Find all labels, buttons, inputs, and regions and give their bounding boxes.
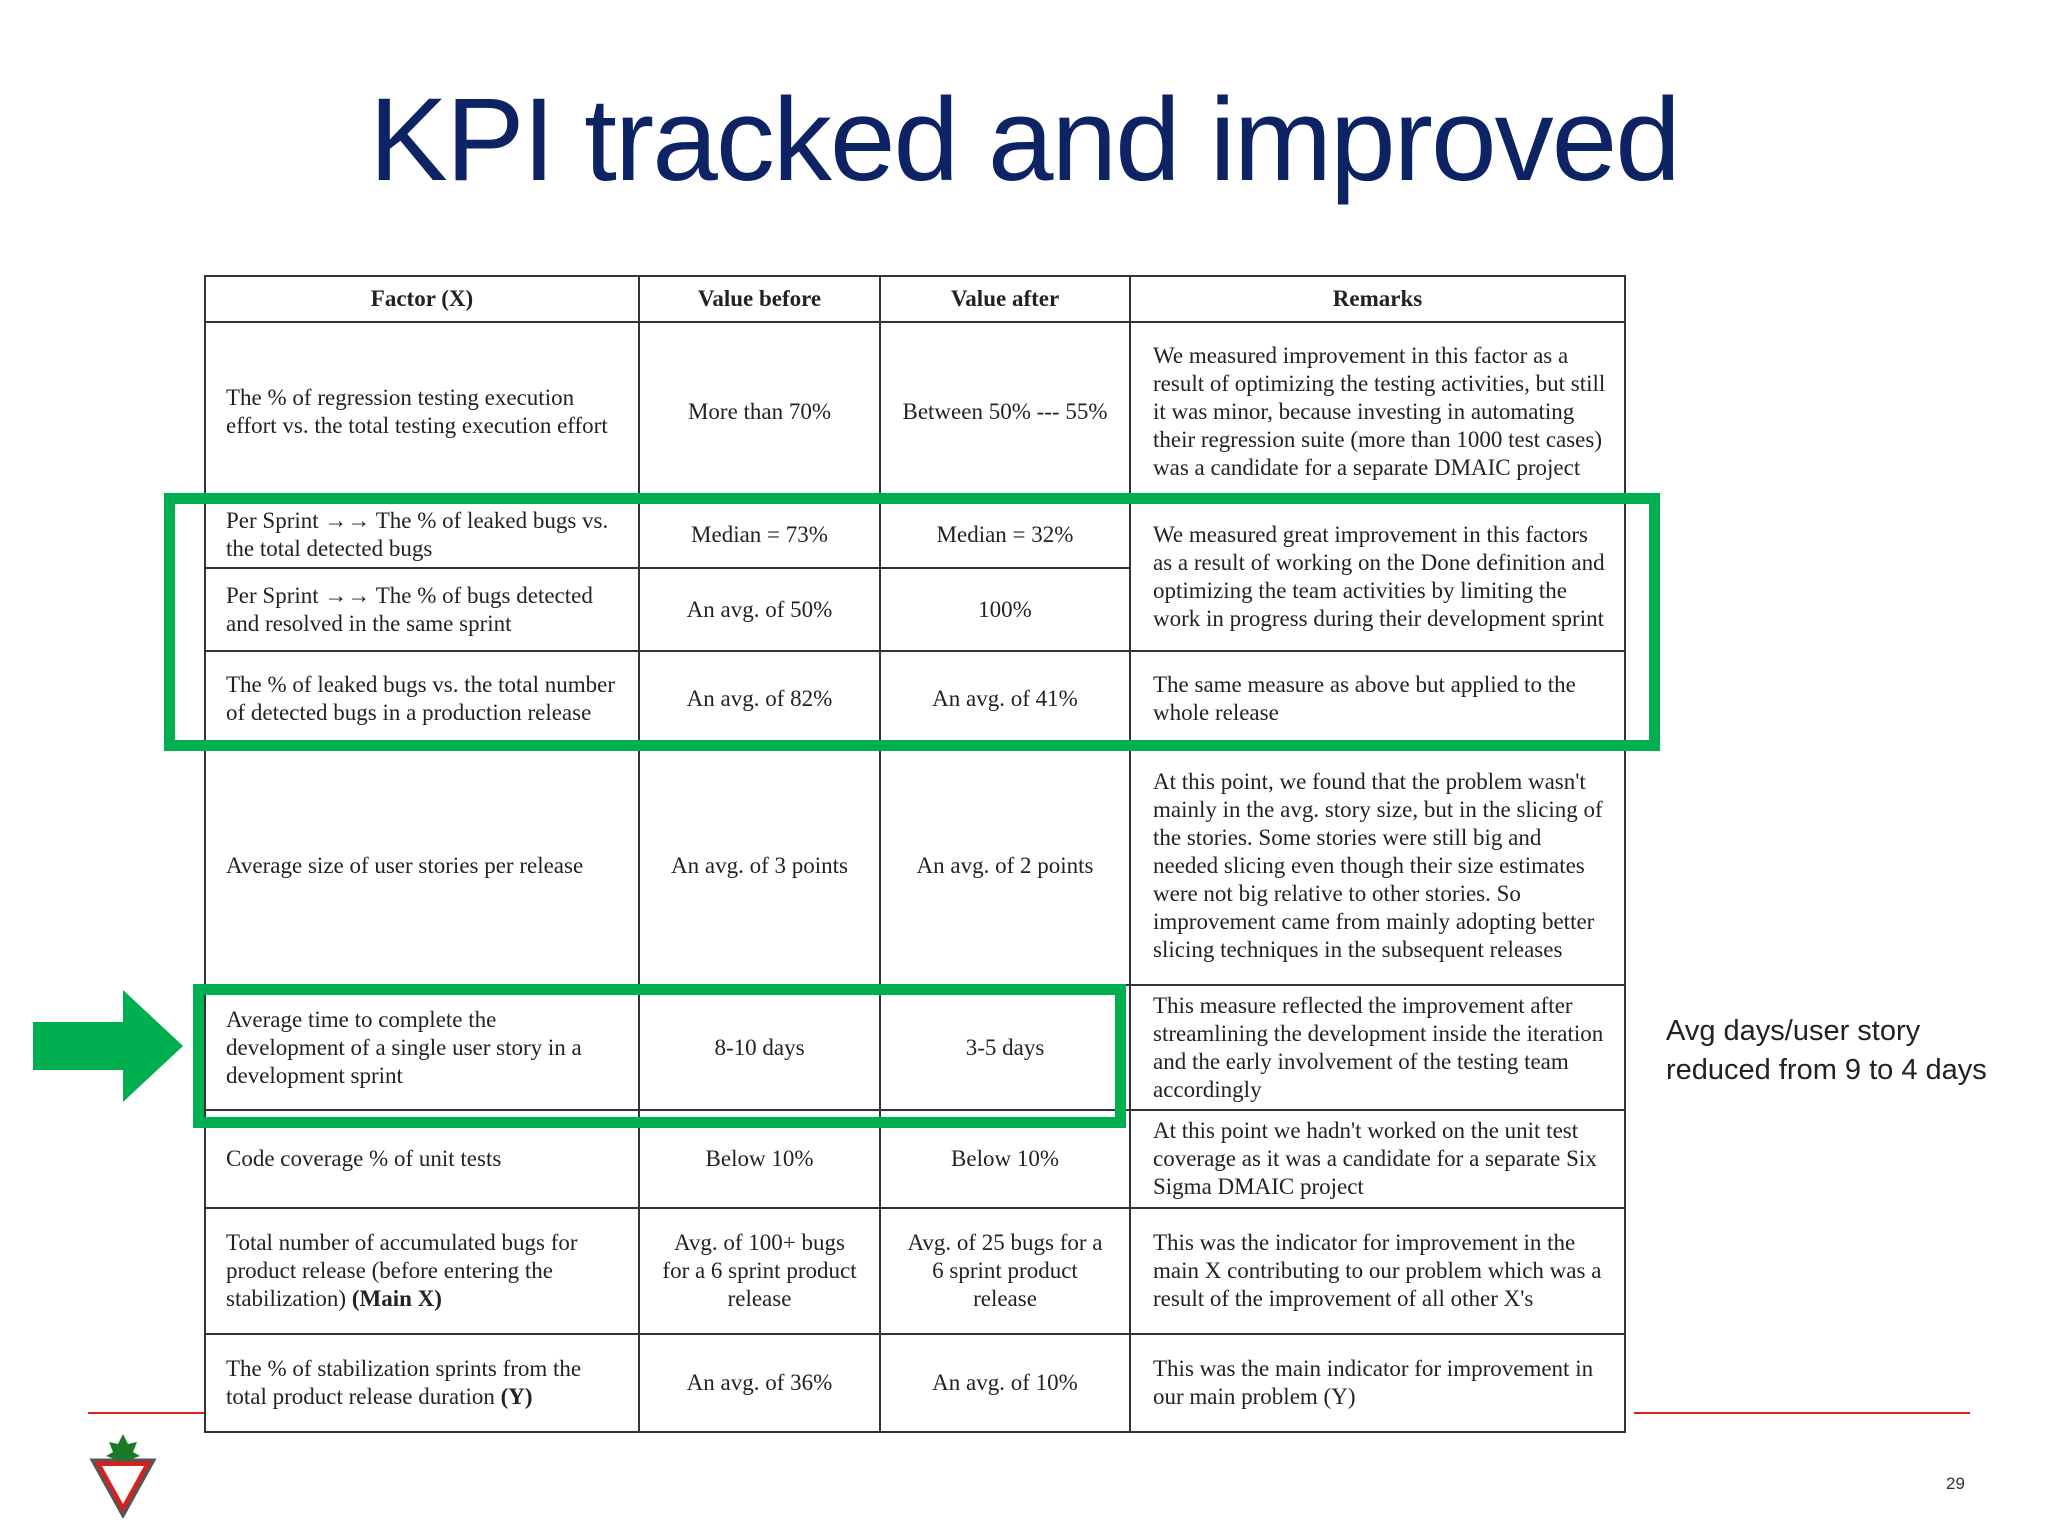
kpi-table xyxy=(204,275,1626,1433)
value-before-cell: An avg. of 3 points xyxy=(639,747,880,985)
remark-cell: At this point, we found that the problem wasn't mainly in the avg. story size, but in the slicing of the stories. Some stories were still big and needed slicing even though their size estimates were not big relative to other stories. So improvement came from mainly adopting better slicing techniques in the subsequent releases xyxy=(1130,747,1625,985)
value-before-cell: Below 10% xyxy=(639,1110,880,1208)
table-row xyxy=(205,1208,1625,1334)
value-after-cell: Between 50% --- 55% xyxy=(880,322,1130,502)
factor-cell: Code coverage % of unit tests xyxy=(205,1110,639,1208)
value-after-cell: Median = 32% xyxy=(880,502,1130,568)
remark-cell: The same measure as above but applied to the whole release xyxy=(1130,651,1625,747)
value-after-cell: An avg. of 10% xyxy=(880,1334,1130,1432)
value-before-cell: More than 70% xyxy=(639,322,880,502)
remark-cell: This was the indicator for improvement in the main X contributing to our problem which was a result of the improvement of all other X's xyxy=(1130,1208,1625,1334)
factor-bold-tag: (Y) xyxy=(500,1384,533,1409)
remark-cell: At this point we hadn't worked on the unit test coverage as it was a candidate for a separate Six Sigma DMAIC project xyxy=(1130,1110,1625,1208)
value-after-cell: Avg. of 25 bugs for a 6 sprint product release xyxy=(880,1208,1130,1334)
value-after-cell: Below 10% xyxy=(880,1110,1130,1208)
factor-cell: Per Sprint →→ The % of bugs detected and resolved in the same sprint xyxy=(205,568,639,651)
value-after-cell: An avg. of 2 points xyxy=(880,747,1130,985)
right-arrow-icon xyxy=(33,990,183,1102)
factor-text: Total number of accumulated bugs for product release (before entering the stabilization) xyxy=(226,1230,578,1311)
remark-cell: We measured improvement in this factor as a result of optimizing the testing activities, but still it was minor, because investing in automating their regression suite (more than 1000 test cases) was a candidate for a separate DMAIC project xyxy=(1130,322,1625,502)
side-note-line: reduced from 9 to 4 days xyxy=(1666,1054,1987,1086)
factor-cell: The % of regression testing execution effort vs. the total testing execution effort xyxy=(205,322,639,502)
factor-cell: Average time to complete the development of a single user story in a development sprint xyxy=(205,985,639,1110)
value-after-cell: 3-5 days xyxy=(880,985,1130,1110)
remark-cell: This was the main indicator for improvement in our main problem (Y) xyxy=(1130,1334,1625,1432)
table-row xyxy=(205,1334,1625,1432)
footer-line-right xyxy=(1634,1412,1970,1414)
value-before-cell: An avg. of 36% xyxy=(639,1334,880,1432)
page-number: 29 xyxy=(1946,1474,1965,1493)
value-after-cell: 100% xyxy=(880,568,1130,651)
header-value-before: Value before xyxy=(639,276,880,322)
table-row xyxy=(205,322,1625,502)
value-before-cell: Median = 73% xyxy=(639,502,880,568)
side-note xyxy=(1666,1012,1987,1090)
maple-leaf-logo-icon xyxy=(88,1432,158,1518)
value-before-cell: 8-10 days xyxy=(639,985,880,1110)
highlight-box-bug-metrics xyxy=(164,493,1660,751)
footer-line-left xyxy=(88,1412,204,1414)
remark-cell: We measured great improvement in this factors as a result of working on the Done definition and optimizing the team activities by limiting the work in progress during their development sprint xyxy=(1130,502,1625,651)
factor-text: The % of stabilization sprints from the total product release duration xyxy=(226,1356,582,1409)
factor-bold-tag: (Main X) xyxy=(351,1286,442,1311)
header-factor: Factor (X) xyxy=(205,276,639,322)
factor-cell: Average size of user stories per release xyxy=(205,747,639,985)
slide-title: KPI tracked and improved xyxy=(369,74,1679,206)
highlight-box-story-time xyxy=(193,984,1126,1128)
factor-cell xyxy=(205,1208,639,1334)
factor-cell xyxy=(205,1334,639,1432)
value-before-cell: Avg. of 100+ bugs for a 6 sprint product release xyxy=(639,1208,880,1334)
table-header-row xyxy=(205,276,1625,322)
value-after-cell: An avg. of 41% xyxy=(880,651,1130,747)
factor-cell: Per Sprint →→ The % of leaked bugs vs. the total detected bugs xyxy=(205,502,639,568)
value-before-cell: An avg. of 50% xyxy=(639,568,880,651)
factor-cell: The % of leaked bugs vs. the total number of detected bugs in a production release xyxy=(205,651,639,747)
table-row xyxy=(205,747,1625,985)
value-before-cell: An avg. of 82% xyxy=(639,651,880,747)
remark-cell: This measure reflected the improvement after streamlining the development inside the iteration and the early involvement of the testing team accordingly xyxy=(1130,985,1625,1110)
header-value-after: Value after xyxy=(880,276,1130,322)
header-remarks: Remarks xyxy=(1130,276,1625,322)
side-note-line: Avg days/user story xyxy=(1666,1015,1921,1047)
